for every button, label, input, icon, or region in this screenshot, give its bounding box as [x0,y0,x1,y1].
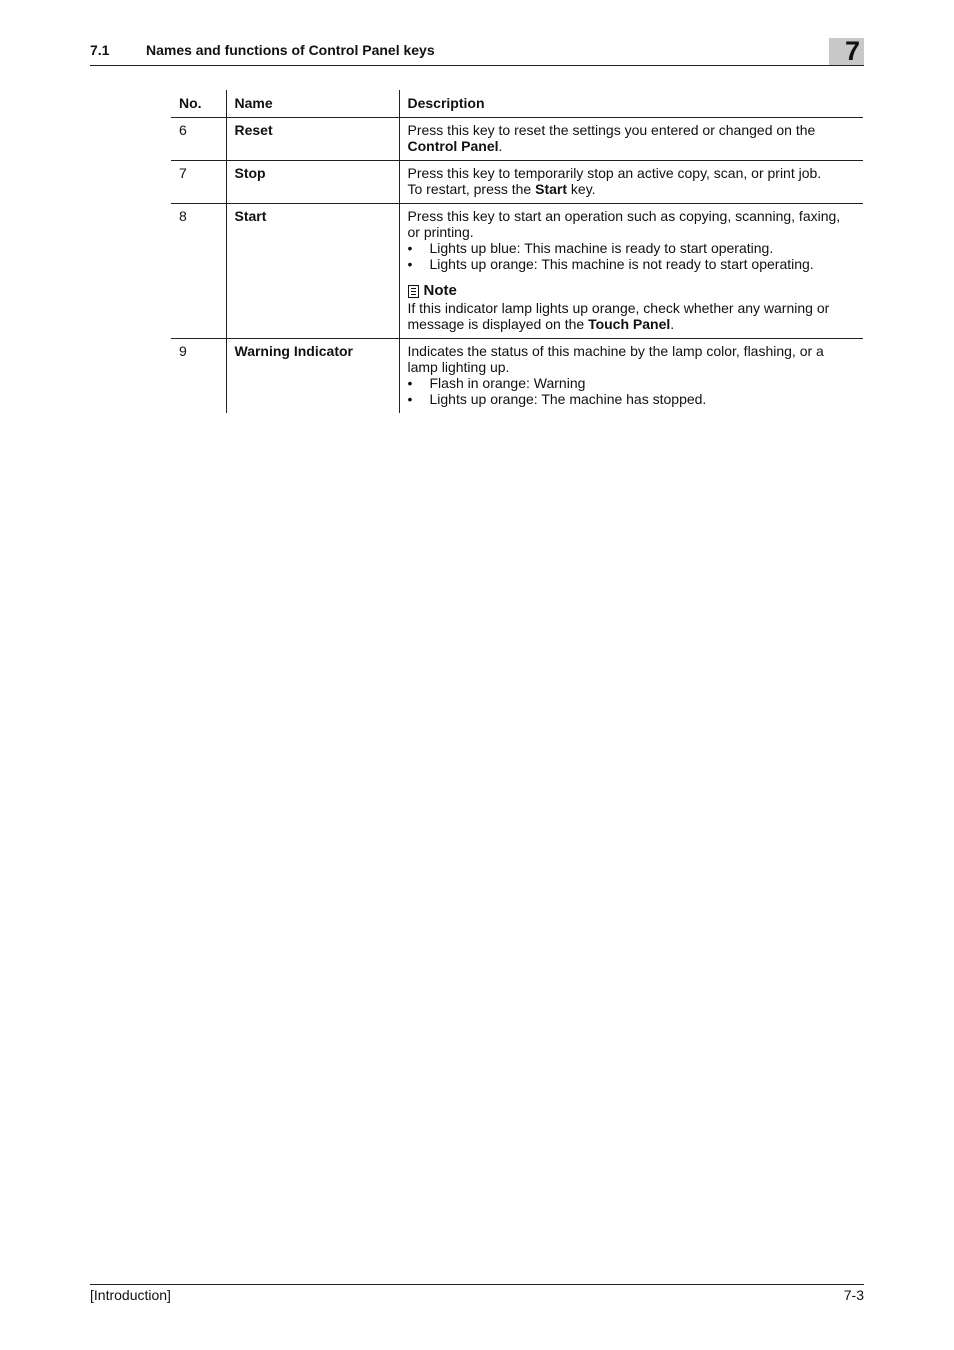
note-text: If this indicator lamp lights up orange, check whether any warning or message is displayed on the [407,300,830,332]
table-row [171,118,863,161]
bullet-icon: • [407,240,413,256]
bullet-text: Flash in orange: Warning [429,375,586,391]
row-number: 8 [171,204,226,339]
key-name: Reset [226,118,399,161]
description-text: Press this key to start an operation such as copying, scanning, faxing, or printing. [407,208,841,240]
key-description [399,339,863,414]
footer-section-label: [Introduction] [90,1287,171,1303]
section-title: Names and functions of Control Panel keys [146,42,435,58]
description-bold: Start [535,181,568,197]
note-bold: Touch Panel [588,316,671,332]
row-number: 9 [179,343,187,359]
description-text: Press this key to temporarily stop an active copy, scan, or print job. [407,165,822,181]
note-label: Note [423,282,457,299]
note-heading [408,282,856,300]
description-text: Press this key to reset the settings you entered or changed on the [407,122,816,138]
key-description [399,204,863,339]
table-row [171,339,863,414]
bullet-item [408,240,856,256]
bullet-item [408,256,856,272]
description-bold: Control Panel [407,138,499,154]
table-row [171,161,863,204]
key-name: Warning Indicator [226,339,399,414]
key-name: Stop [226,161,399,204]
bullet-icon: • [407,256,413,272]
page-header [90,38,864,66]
bullet-text: Lights up blue: This machine is ready to start operating. [429,240,774,256]
bullet-item [408,375,856,391]
chapter-badge [829,38,864,65]
bullet-text: Lights up orange: The machine has stopped. [429,391,707,407]
note-text: . [670,316,675,332]
row-number: 6 [171,118,226,161]
note-icon [408,285,419,298]
key-description [399,118,863,161]
table-header-row [171,90,863,118]
header-description: Description [399,90,863,118]
key-name: Start [226,204,399,339]
page-footer [90,1284,864,1308]
table-row [171,204,863,339]
bullet-icon: • [407,391,413,407]
section-number: 7.1 [90,42,110,58]
key-description [399,161,863,204]
bullet-item [408,391,856,407]
bullet-icon: • [407,375,413,391]
bullet-text: Lights up orange: This machine is not ready to start operating. [429,256,814,272]
header-no: No. [171,90,226,118]
footer-rule [90,1284,864,1285]
control-panel-keys-table [171,90,863,413]
description-text: Indicates the status of this machine by the lamp color, flashing, or a lamp lighting up. [407,343,824,375]
page-number: 7-3 [843,1287,864,1303]
header-name: Name [226,90,399,118]
header-rule [90,65,864,66]
description-text: . [498,138,503,154]
row-number: 7 [171,161,226,204]
chapter-number: 7 [844,36,860,66]
description-text: To restart, press the [407,181,532,197]
description-text: key. [570,181,596,197]
